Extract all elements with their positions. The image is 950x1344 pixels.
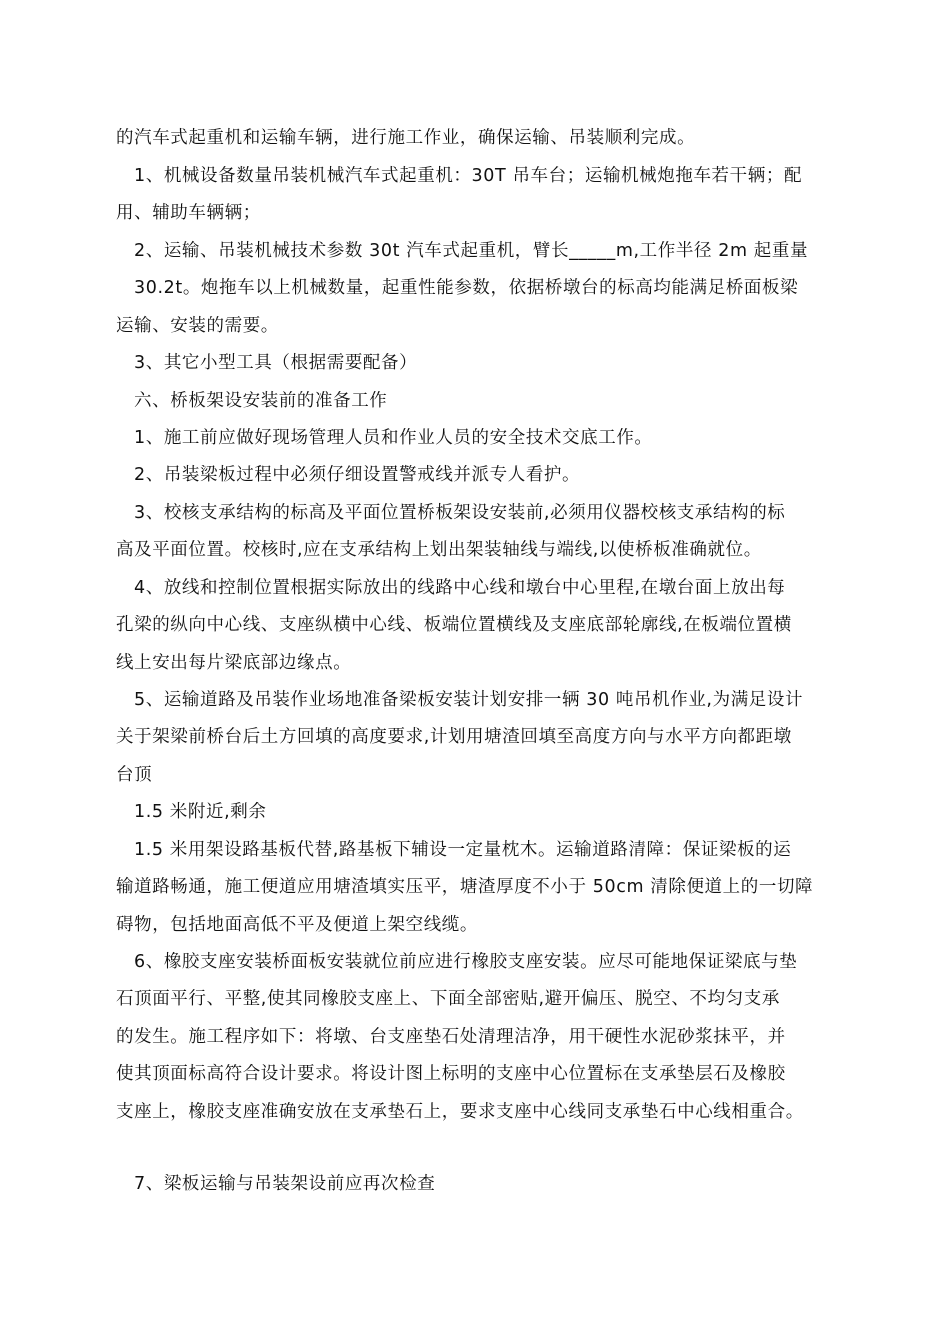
text-line: 3、其它小型工具（根据需要配备） bbox=[134, 353, 418, 373]
text-line: 3、校核支承结构的标高及平面位置桥板架设安装前,必须用仪器校核支承结构的标 bbox=[134, 503, 786, 523]
text-line: 7、梁板运输与吊装架设前应再次检查 bbox=[134, 1174, 436, 1194]
text-line: 石顶面平行、平整,使其同橡胶支座上、下面全部密贴,避开偏压、脱空、不均匀支承 bbox=[116, 989, 780, 1009]
text-line: 的汽车式起重机和运输车辆，进行施工作业，确保运输、吊装顺利完成。 bbox=[116, 128, 696, 148]
text-line: 碍物，包括地面高低不平及便道上架空线缆。 bbox=[116, 915, 478, 935]
section-heading: 六、桥板架设安装前的准备工作 bbox=[134, 391, 388, 411]
text-line: 输道路畅通，施工便道应用塘渣填实压平，塘渣厚度不小于 50cm 清除便道上的一切障 bbox=[116, 877, 814, 897]
text-line: 1.5 米用架设路基板代替,路基板下辅设一定量枕木。运输道路清障：保证梁板的运 bbox=[134, 840, 792, 860]
text-line: 2、运输、吊装机械技术参数 30t 汽车式起重机，臂长_____m,工作半径 2m 起重量 bbox=[134, 241, 809, 261]
text-line: 台顶 bbox=[116, 765, 153, 785]
text-line: 1、施工前应做好现场管理人员和作业人员的安全技术交底工作。 bbox=[134, 428, 653, 448]
text-line: 6、橡胶支座安装桥面板安装就位前应进行橡胶支座安装。应尽可能地保证梁底与垫 bbox=[134, 952, 798, 972]
text-line: 使其顶面标高符合设计要求。将设计图上标明的支座中心位置标在支承垫层石及橡胶 bbox=[116, 1064, 786, 1084]
text-line: 5、运输道路及吊装作业场地准备梁板安装计划安排一辆 30 吨吊机作业,为满足设计 bbox=[134, 690, 804, 710]
text-line: 1、机械设备数量吊装机械汽车式起重机：30T 吊车台；运输机械炮拖车若干辆；配 bbox=[134, 166, 803, 186]
text-line: 2、吊装梁板过程中必须仔细设置警戒线并派专人看护。 bbox=[134, 465, 581, 485]
text-line: 孔梁的纵向中心线、支座纵横中心线、板端位置横线及支座底部轮廓线,在板端位置横 bbox=[116, 615, 792, 635]
text-line: 关于架梁前桥台后土方回填的高度要求,计划用塘渣回填至高度方向与水平方向都距墩 bbox=[116, 727, 792, 747]
text-line: 的发生。施工程序如下：将墩、台支座垫石处清理洁净，用干硬性水泥砂浆抹平，并 bbox=[116, 1027, 786, 1047]
text-line: 1.5 米附近,剩余 bbox=[134, 802, 267, 822]
text-line: 30.2t。炮拖车以上机械数量，起重性能参数，依据桥墩台的标高均能满足桥面板梁 bbox=[134, 278, 799, 298]
text-line: 高及平面位置。校核时,应在支承结构上划出架装轴线与端线,以使桥板准确就位。 bbox=[116, 540, 762, 560]
text-line: 支座上，橡胶支座准确安放在支承垫石上，要求支座中心线同支承垫石中心线相重合。 bbox=[116, 1102, 804, 1122]
text-line: 线上安出每片梁底部边缘点。 bbox=[116, 653, 352, 673]
text-line: 运输、安装的需要。 bbox=[116, 316, 279, 336]
text-line: 用、辅助车辆辆； bbox=[116, 203, 261, 223]
text-line: 4、放线和控制位置根据实际放出的线路中心线和墩台中心里程,在墩台面上放出每 bbox=[134, 578, 786, 598]
